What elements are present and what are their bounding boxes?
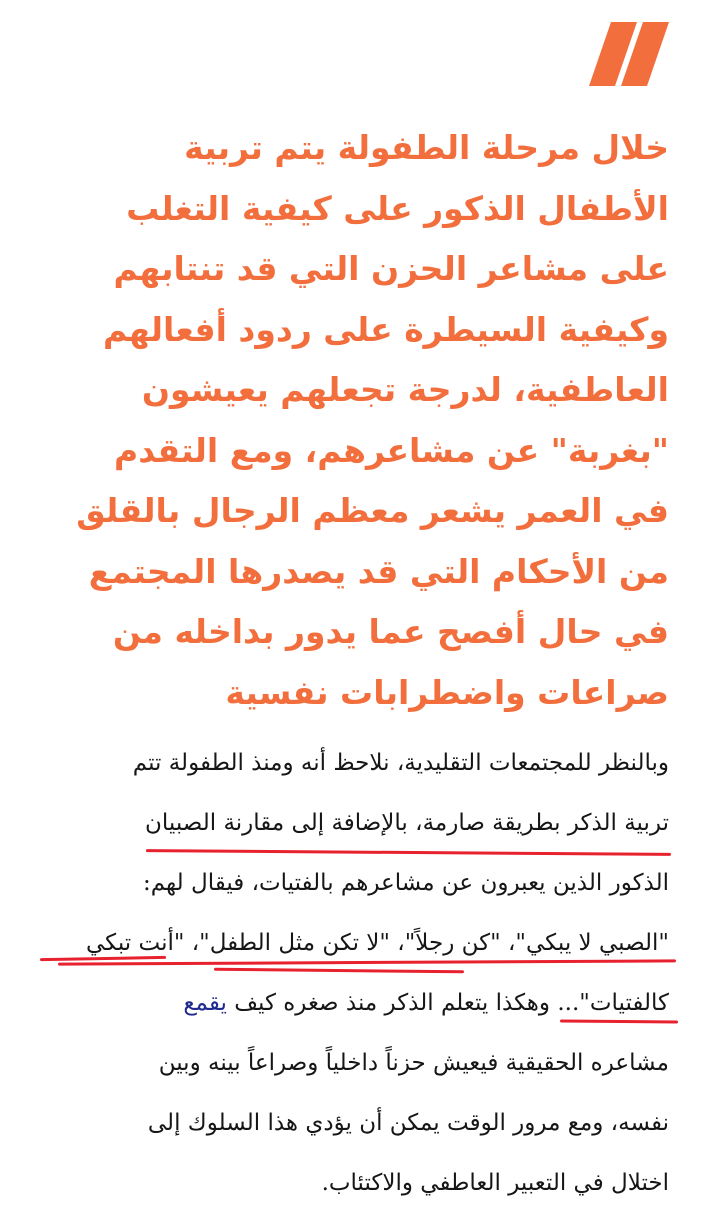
pull-quote	[40, 118, 669, 723]
body-line: مشاعره الحقيقية فيعيش حزناً داخلياً وصراعاً بينه وبين	[158, 1050, 669, 1076]
body-line: "الصبي لا يبكي"، "كن رجلاً"، "لا تكن مثل الطفل"، "أنت تبكي	[85, 930, 669, 956]
body-paragraph	[40, 733, 669, 1213]
quote-line: في العمر يشعر معظم الرجال بالقلق	[76, 491, 669, 530]
quote-line: الأطفال الذكور على كيفية التغلب	[126, 188, 669, 228]
body-line: نفسه، ومع مرور الوقت يمكن أن يؤدي هذا السلوك إلى	[147, 1110, 669, 1136]
body-line: وبالنظر للمجتمعات التقليدية، نلاحظ أنه ومنذ الطفولة تتم	[132, 750, 669, 776]
body-line-text: كالفتيات"... وهكذا يتعلم الذكر منذ صغره كيف	[226, 990, 669, 1016]
quote-line: خلال مرحلة الطفولة يتم تربية	[184, 128, 669, 167]
quotation-mark-icon	[589, 18, 669, 90]
quote-line: العاطفية، لدرجة تجعلهم يعيشون	[141, 370, 669, 409]
quote-line: على مشاعر الحزن التي قد تنتابهم	[113, 249, 669, 288]
body-line: تربية الذكر بطريقة صارمة، بالإضافة إلى مقارنة الصبيان	[145, 810, 669, 836]
quote-line: "بغربة" عن مشاعرهم، ومع التقدم	[114, 430, 669, 470]
quote-line: في حال أفصح عما يدور بداخله من	[112, 612, 669, 651]
quote-line: من الأحكام التي قد يصدرها المجتمع	[88, 551, 669, 591]
body-line: اختلال في التعبير العاطفي والاكتئاب.	[321, 1170, 669, 1196]
quote-line: صراعات واضطرابات نفسية	[225, 672, 669, 712]
quote-line: وكيفية السيطرة على ردود أفعالهم	[102, 309, 669, 349]
body-line	[40, 973, 669, 1033]
body-line: الذكور الذين يعبرون عن مشاعرهم بالفتيات، فيقال لهم:	[143, 870, 669, 896]
highlighted-word: يقمع	[183, 990, 227, 1016]
